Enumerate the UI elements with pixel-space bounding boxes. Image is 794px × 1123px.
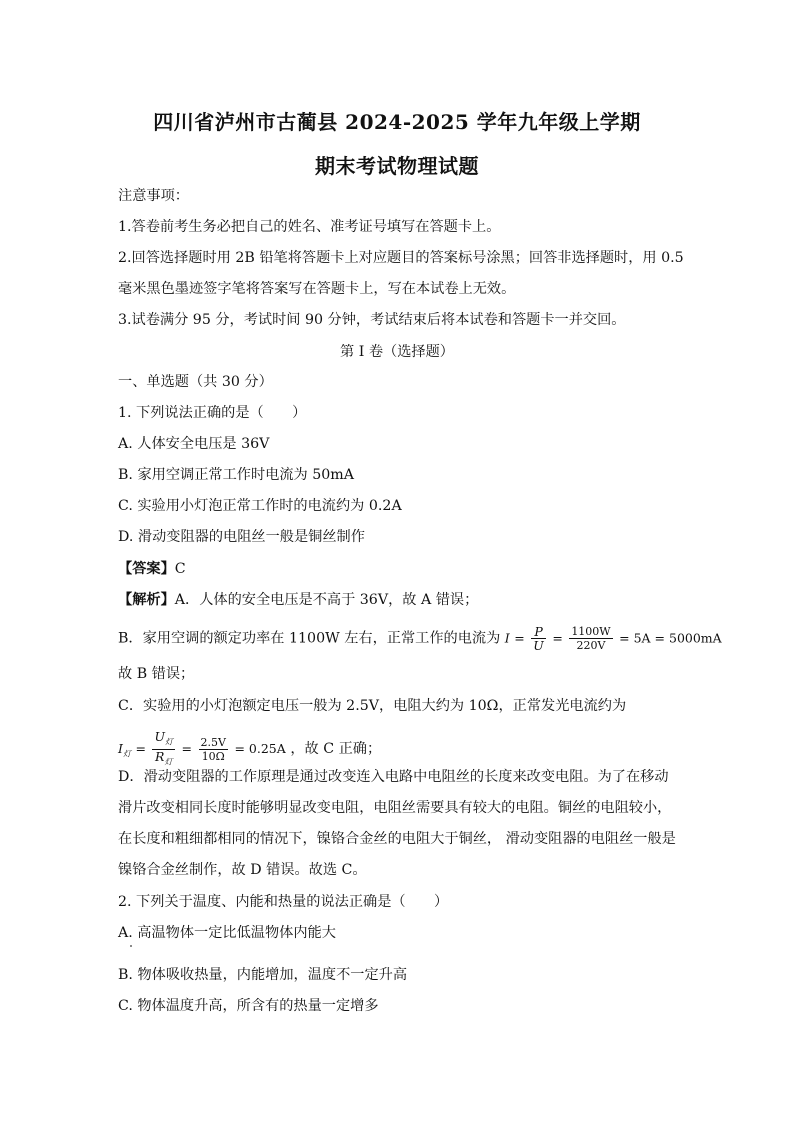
eq-b-power-over-voltage: $\frac{P}{U}$ <box>533 624 544 653</box>
q1-analysis-d-line2: 滑片改变相同长度时能够明显改变电阻，电阻丝需要具有较大的电阻。铜丝的电阻较小， <box>118 800 672 816</box>
eq-c-result: = 0.25A <box>234 741 286 756</box>
q1-option-a: A. 人体安全电压是 36V <box>118 436 270 452</box>
q1-analysis-c: C．实验用的小灯泡额定电压一般为 2.5V，电阻大约为 10Ω，正常发光电流约为 <box>118 698 627 714</box>
q1-option-d: D. 滑动变阻器的电阻丝一般是铜丝制作 <box>118 529 365 545</box>
eq-c-values-fraction: $\frac{2.5V}{10\Omega}$ <box>200 735 226 763</box>
eq-b-equals-1: = <box>514 630 525 646</box>
q2-stem: 2. 下列关于温度、内能和热量的说法正确是（ ） <box>118 894 449 910</box>
q1-answer <box>118 559 676 579</box>
eq-c-equals-1: = <box>135 741 146 756</box>
exam-title-line1: 四川省泸州市古蔺县 2024-2025 学年九年级上学期 <box>153 110 641 134</box>
part-heading: 一、单选题（共 30 分） <box>118 374 273 390</box>
q1-option-c: C. 实验用小灯泡正常工作时的电流约为 0.2A <box>118 498 402 514</box>
q1-analysis-b <box>118 624 722 653</box>
exam-title-line2: 期末考试物理试题 <box>315 154 479 178</box>
analysis-label: 【解析】 <box>118 592 175 608</box>
q2-option-b: B. 物体吸收热量，内能增加，温度不一定升高 <box>118 967 408 983</box>
q1-analysis-d-line4: 镍铬合金丝制作，故 D 错误。故选 C。 <box>118 862 367 878</box>
analysis-b-text: B．家用空调的额定功率在 1100W 左右，正常工作的电流为 <box>118 630 501 647</box>
eq-b-values-fraction: $\frac{1100W}{220V}$ <box>571 625 611 652</box>
volume-heading: 第 I 卷（选择题） <box>340 344 454 360</box>
eq-c-current-symbol: $I_灯$ <box>118 741 131 759</box>
q1-analysis-d-line3: 在长度和粗细都相同的情况下，镍铬合金丝的电阻大于铜丝， 滑动变阻器的电阻丝一般是 <box>118 831 676 847</box>
notes-item-3: 3.试卷满分 95 分，考试时间 90 分钟，考试结束后将本试卷和答题卡一并交回。 <box>118 312 626 328</box>
notes-item-1: 1.答卷前考生务必把自己的姓名、准考证号填写在答题卡上。 <box>118 219 501 235</box>
q1-analysis-a <box>118 590 676 610</box>
q2-option-c: C. 物体温度升高，所含有的热量一定增多 <box>118 998 379 1014</box>
q2-option-a: A. 高温物体一定比低温物体内能大 <box>118 925 336 941</box>
analysis-a-text: A．人体的安全电压是不高于 36V，故 A 错误； <box>174 592 479 608</box>
eq-b-result: = 5A = 5000mA <box>619 630 722 646</box>
q1-analysis-b-conclusion: 故 B 错误； <box>118 666 195 682</box>
q1-option-b: B. 家用空调正常工作时电流为 50mA <box>118 467 354 483</box>
notes-item-2a: 2.回答选择题时用 2B 铅笔将答题卡上对应题目的答案标号涂黑；回答非选择题时，用 0.5 <box>118 250 684 266</box>
eq-b-equals-2: = <box>552 630 563 646</box>
q1-analysis-d-line1: D．滑动变阻器的工作原理是通过改变连入电路中电阻丝的长度来改变电阻。为了在移动 <box>118 769 669 785</box>
answer-label: 【答案】 <box>118 561 175 577</box>
q1-stem: 1. 下列说法正确的是（ ） <box>118 405 307 421</box>
eq-c-conclusion: ，故 C 正确； <box>290 741 382 757</box>
eq-c-equals-2: = <box>181 741 193 756</box>
notes-heading: 注意事项： <box>118 188 189 204</box>
eq-b-current-symbol: I <box>504 630 510 646</box>
answer-value: C <box>174 561 186 577</box>
stray-dot-mark <box>130 945 132 947</box>
q1-analysis-c-equation <box>118 730 676 768</box>
eq-c-voltage-over-resistance: $\frac{U_灯}{R_灯}$ <box>154 729 174 766</box>
notes-item-2b: 毫米黑色墨迹签字笔将答案写在答题卡上，写在本试卷上无效。 <box>118 281 516 297</box>
